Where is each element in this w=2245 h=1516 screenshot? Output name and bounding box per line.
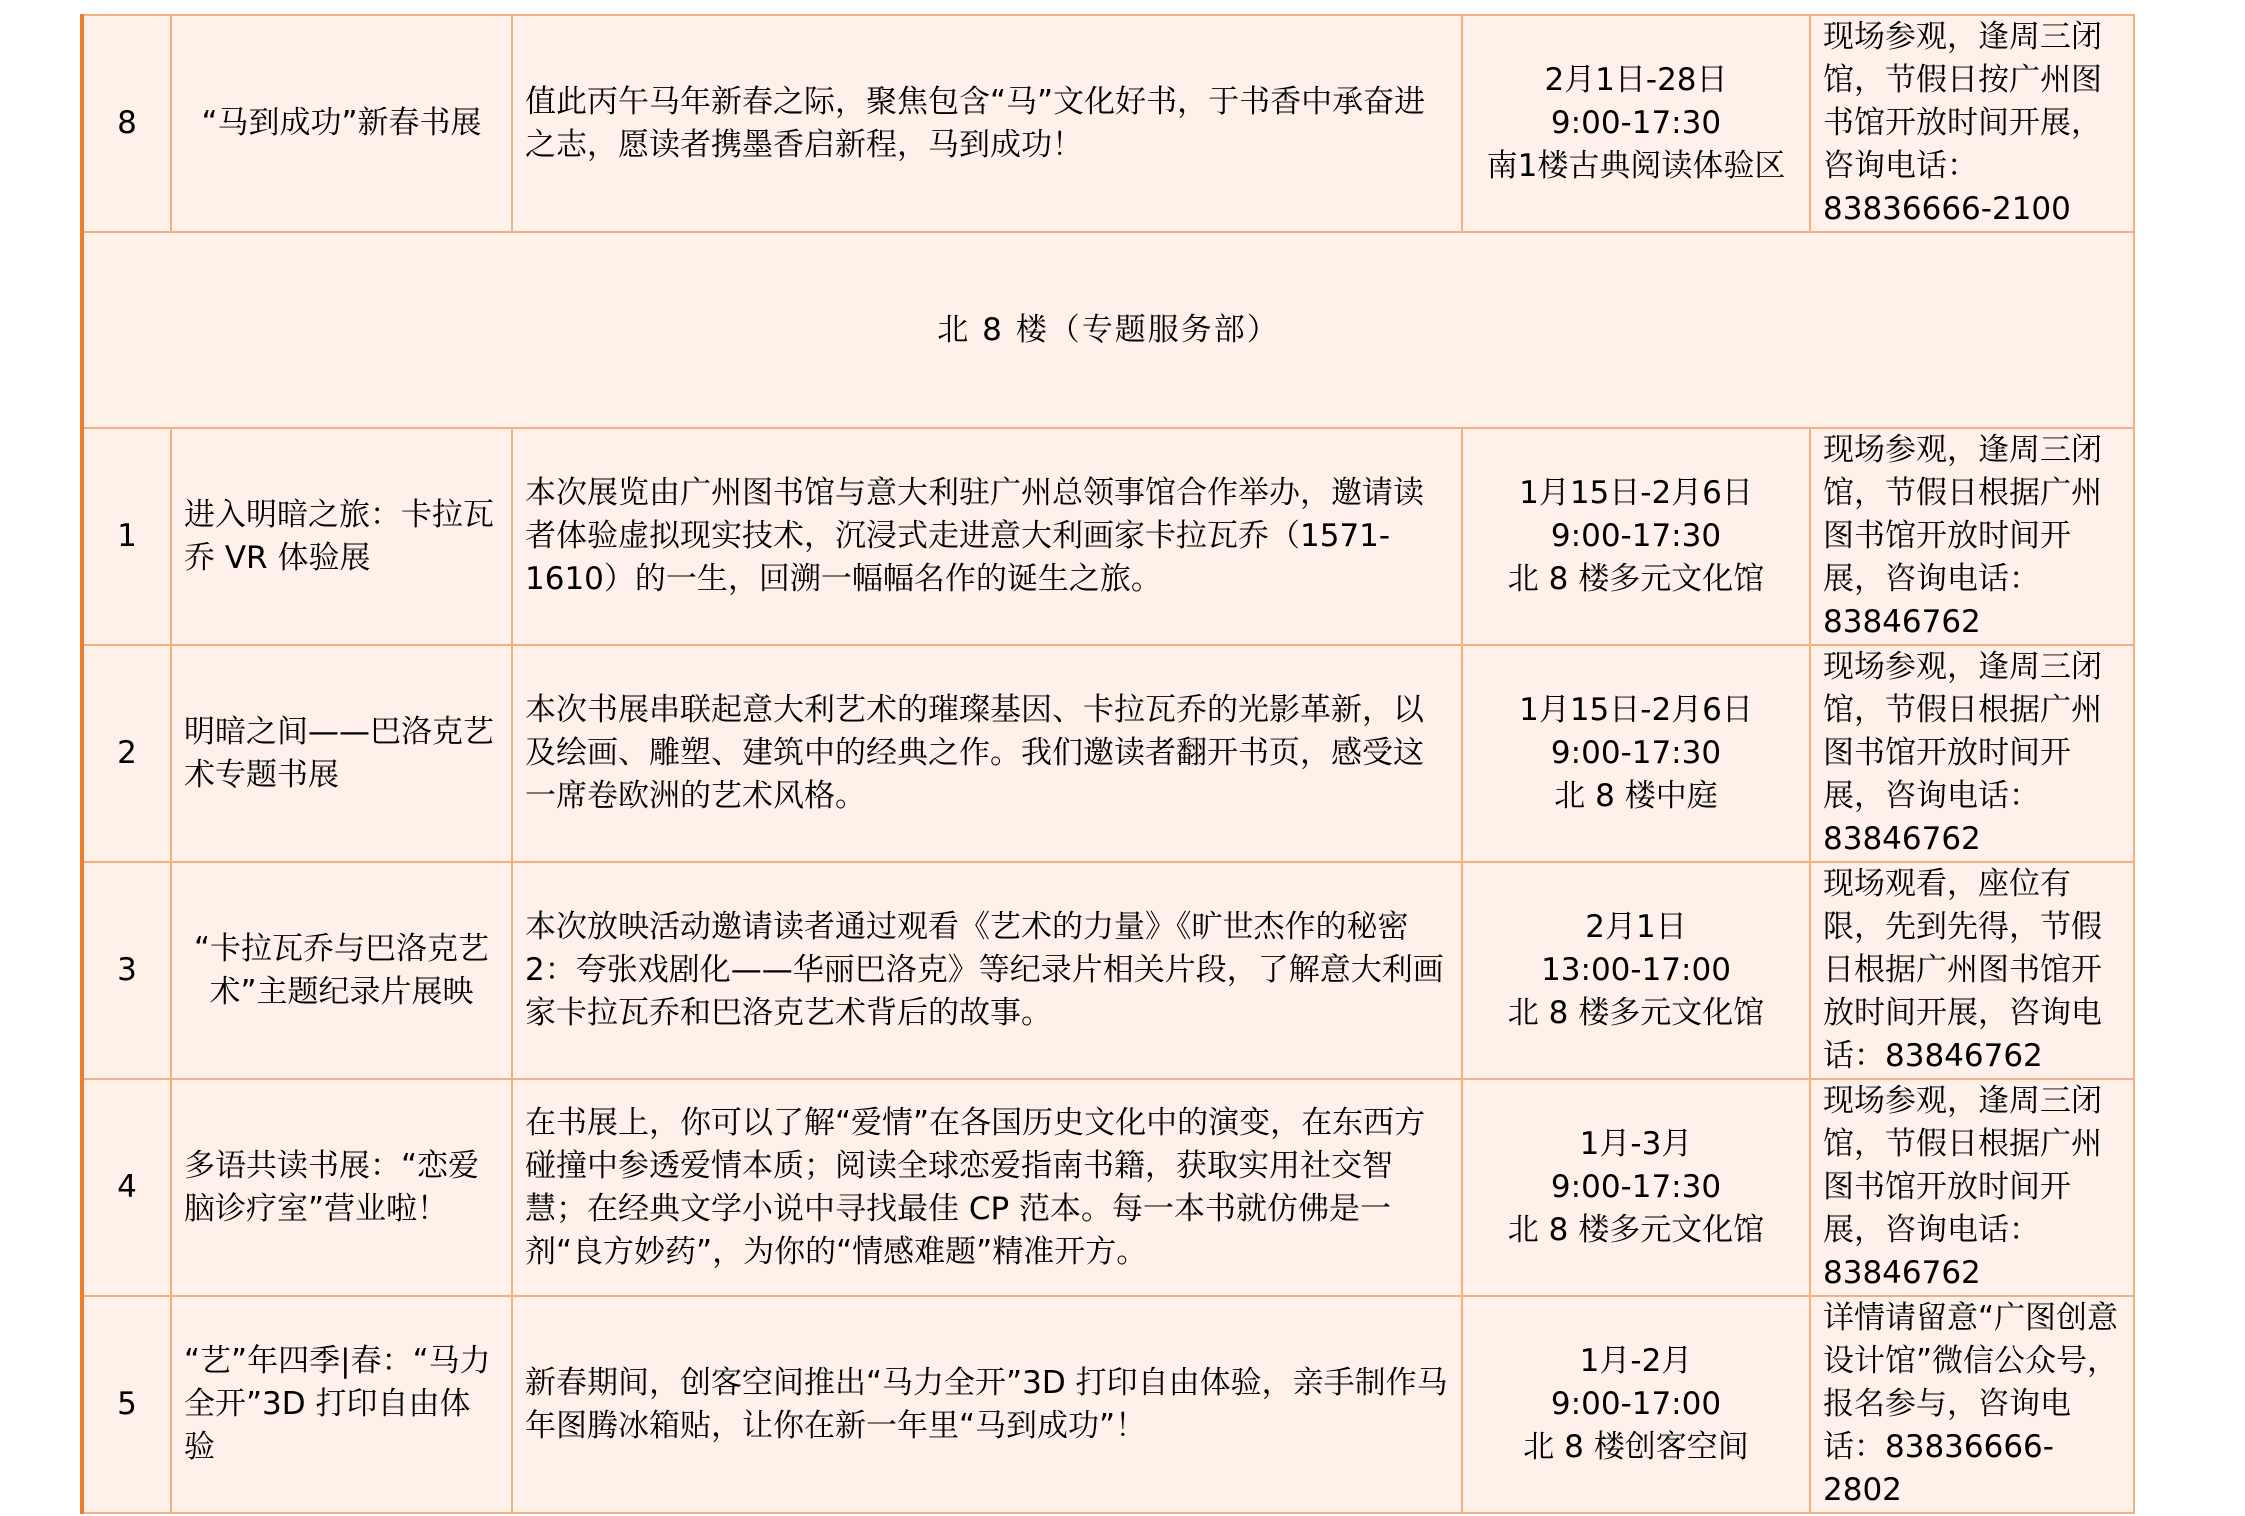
location: 南1楼古典阅读体验区: [1486, 148, 1786, 184]
time-range: 9:00-17:30: [1550, 105, 1722, 141]
event-name: “艺”年四季|春：“马力全开”3D 打印自由体验: [171, 1296, 512, 1513]
location: 北 8 楼创客空间: [1523, 1429, 1749, 1465]
time-range: 13:00-17:00: [1541, 952, 1731, 988]
event-time-location: [1462, 645, 1810, 862]
table-row: [82, 428, 2134, 645]
date-range: 1月-3月: [1579, 1126, 1693, 1162]
location: 北 8 楼中庭: [1554, 778, 1718, 814]
time-range: 9:00-17:00: [1550, 1386, 1722, 1422]
event-name: “卡拉瓦乔与巴洛克艺术”主题纪录片展映: [171, 862, 512, 1079]
event-name: 进入明暗之旅：卡拉瓦乔 VR 体验展: [171, 428, 512, 645]
event-name: “马到成功”新春书展: [171, 15, 512, 232]
event-time-location: [1462, 862, 1810, 1079]
date-range: 2月1日-28日: [1544, 62, 1728, 98]
time-range: 9:00-17:30: [1550, 1169, 1722, 1205]
date-range: 1月15日-2月6日: [1519, 692, 1753, 728]
table-row: [82, 645, 2134, 862]
row-number: 8: [82, 15, 171, 232]
event-name: 多语共读书展：“恋爱脑诊疗室”营业啦！: [171, 1079, 512, 1296]
location: 北 8 楼多元文化馆: [1507, 1212, 1765, 1248]
location: 北 8 楼多元文化馆: [1507, 995, 1765, 1031]
event-name: 明暗之间——巴洛克艺术专题书展: [171, 645, 512, 862]
event-description: 本次放映活动邀请读者通过观看《艺术的力量》《旷世杰作的秘密 2：夸张戏剧化——华丽巴洛克》等纪录片相关片段，了解意大利画家卡拉瓦乔和巴洛克艺术背后的故事。: [512, 862, 1462, 1079]
table-row: [82, 1296, 2134, 1513]
event-contact: 现场参观，逢周三闭馆，节假日根据广州图书馆开放时间开展，咨询电话：83846762: [1810, 1079, 2134, 1296]
event-contact: 详情请留意“广图创意设计馆”微信公众号，报名参与，咨询电话：83836666-2802: [1810, 1296, 2134, 1513]
row-number: 4: [82, 1079, 171, 1296]
section-header-row: [82, 232, 2134, 428]
event-description: 新春期间，创客空间推出“马力全开”3D 打印自由体验，亲手制作马年图腾冰箱贴，让你在新一年里“马到成功”！: [512, 1296, 1462, 1513]
table-row: [82, 15, 2134, 232]
events-table: [80, 14, 2135, 1514]
row-number: 2: [82, 645, 171, 862]
location: 北 8 楼多元文化馆: [1507, 561, 1765, 597]
date-range: 2月1日: [1585, 909, 1687, 945]
row-number: 1: [82, 428, 171, 645]
event-time-location: [1462, 428, 1810, 645]
event-contact: 现场参观，逢周三闭馆，节假日根据广州图书馆开放时间开展，咨询电话：83846762: [1810, 645, 2134, 862]
event-description: 本次展览由广州图书馆与意大利驻广州总领事馆合作举办，邀请读者体验虚拟现实技术，沉浸式走进意大利画家卡拉瓦乔（1571-1610）的一生，回溯一幅幅名作的诞生之旅。: [512, 428, 1462, 645]
event-description: 本次书展串联起意大利艺术的璀璨基因、卡拉瓦乔的光影革新，以及绘画、雕塑、建筑中的经典之作。我们邀读者翻开书页，感受这一席卷欧洲的艺术风格。: [512, 645, 1462, 862]
event-description: 在书展上，你可以了解“爱情”在各国历史文化中的演变，在东西方碰撞中参透爱情本质；阅读全球恋爱指南书籍，获取实用社交智慧；在经典文学小说中寻找最佳 CP 范本。每一本书就仿佛是一剂“良方妙药”，为你的“情感难题”精准开方。: [512, 1079, 1462, 1296]
table-row: [82, 1079, 2134, 1296]
table-row: [82, 862, 2134, 1079]
date-range: 1月15日-2月6日: [1519, 475, 1753, 511]
event-contact: 现场观看，座位有限，先到先得，节假日根据广州图书馆开放时间开展，咨询电话：83846762: [1810, 862, 2134, 1079]
row-number: 3: [82, 862, 171, 1079]
date-range: 1月-2月: [1579, 1343, 1693, 1379]
event-contact: 现场参观，逢周三闭馆，节假日按广州图书馆开放时间开展，咨询电话：83836666-2100: [1810, 15, 2134, 232]
event-time-location: [1462, 1296, 1810, 1513]
time-range: 9:00-17:30: [1550, 518, 1722, 554]
event-time-location: [1462, 1079, 1810, 1296]
event-time-location: [1462, 15, 1810, 232]
time-range: 9:00-17:30: [1550, 735, 1722, 771]
event-description: 值此丙午马年新春之际，聚焦包含“马”文化好书，于书香中承奋进之志，愿读者携墨香启新程，马到成功！: [512, 15, 1462, 232]
event-contact: 现场参观，逢周三闭馆，节假日根据广州图书馆开放时间开展，咨询电话：83846762: [1810, 428, 2134, 645]
section-title: 北 8 楼（专题服务部）: [82, 232, 2134, 428]
row-number: 5: [82, 1296, 171, 1513]
